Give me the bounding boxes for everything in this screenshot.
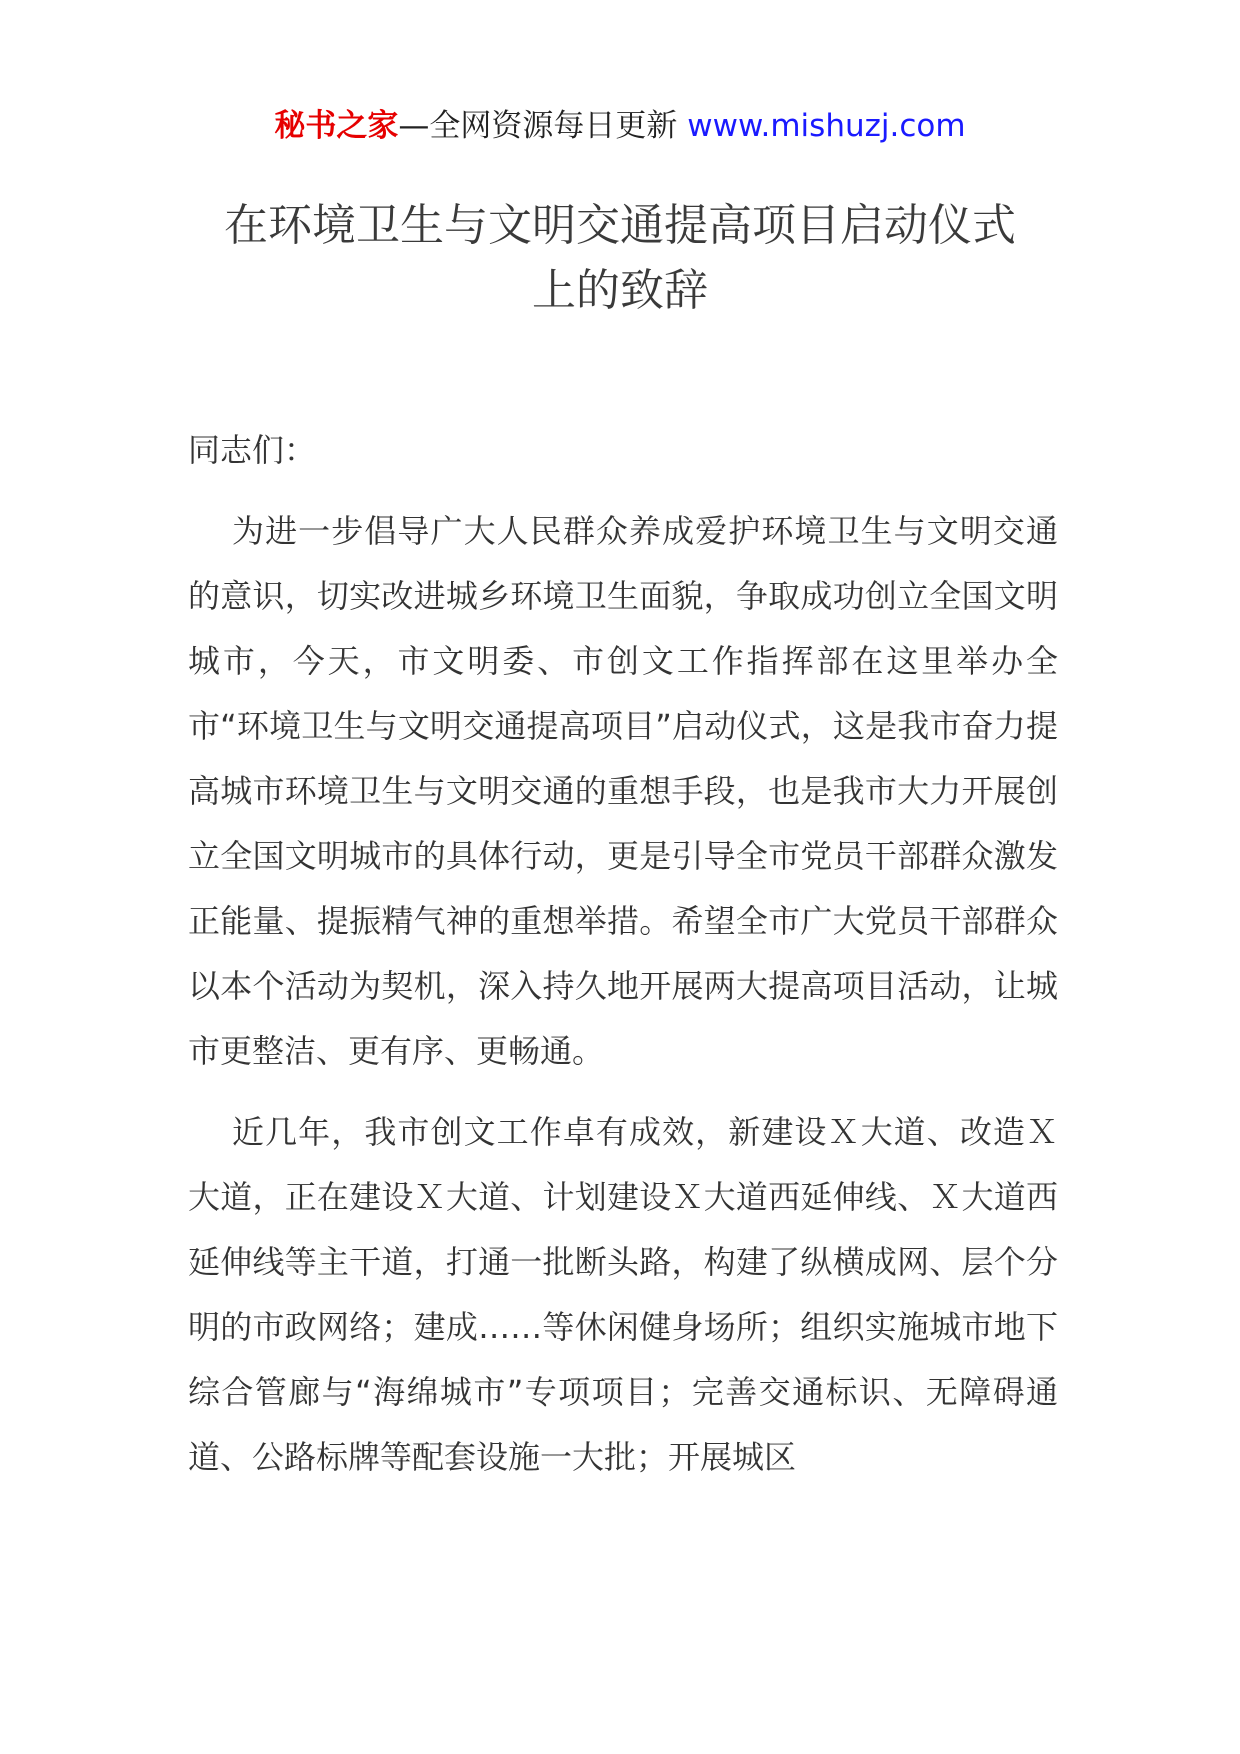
site-header <box>0 96 1240 156</box>
header-tagline: —全网资源每日更新 <box>398 108 688 144</box>
brand-name: 秘书之家 <box>274 108 399 144</box>
document-title <box>150 193 1090 323</box>
title-line-1: 在环境卫生与文明交通提高项目启动仪式 <box>224 200 1016 251</box>
document-body <box>188 418 1058 1506</box>
paragraph-1: 为进一步倡导广大人民群众养成爱护环境卫生与文明交通的意识，切实改进城乡环境卫生面貌，争取成功创立全国文明城市，今天，市文明委、市创文工作指挥部在这里举办全市“环境卫生与文明交通提高项目”启动仪式，这是我市奋力提高城市环境卫生与文明交通的重想手段，也是我市大力开展创立全国文明城市的具体行动，更是引导全市党员干部群众激发正能量、提振精气神的重想举措。希望全市广大党员干部群众以本个活动为契机，深入持久地开展两大提高项目活动，让城市更整洁、更有序、更畅通。 <box>188 512 1058 1070</box>
salutation: 同志们： <box>188 431 317 469</box>
site-url[interactable]: www.mishuzj.com <box>687 108 966 144</box>
paragraph-2: 近几年，我市创文工作卓有成效，新建设Ｘ大道、改造Ｘ大道，正在建设Ｘ大道、计划建设Ｘ大道西延伸线、Ｘ大道西延伸线等主干道，打通一批断头路，构建了纵横成网、层个分明的市政网络；建成……等休闲健身场所；组织实施城市地下综合管廊与“海绵城市”专项项目；完善交通标识、无障碍通道、公路标牌等配套设施一大批；开展城区 <box>188 1113 1058 1476</box>
title-line-2: 上的致辞 <box>532 265 708 316</box>
